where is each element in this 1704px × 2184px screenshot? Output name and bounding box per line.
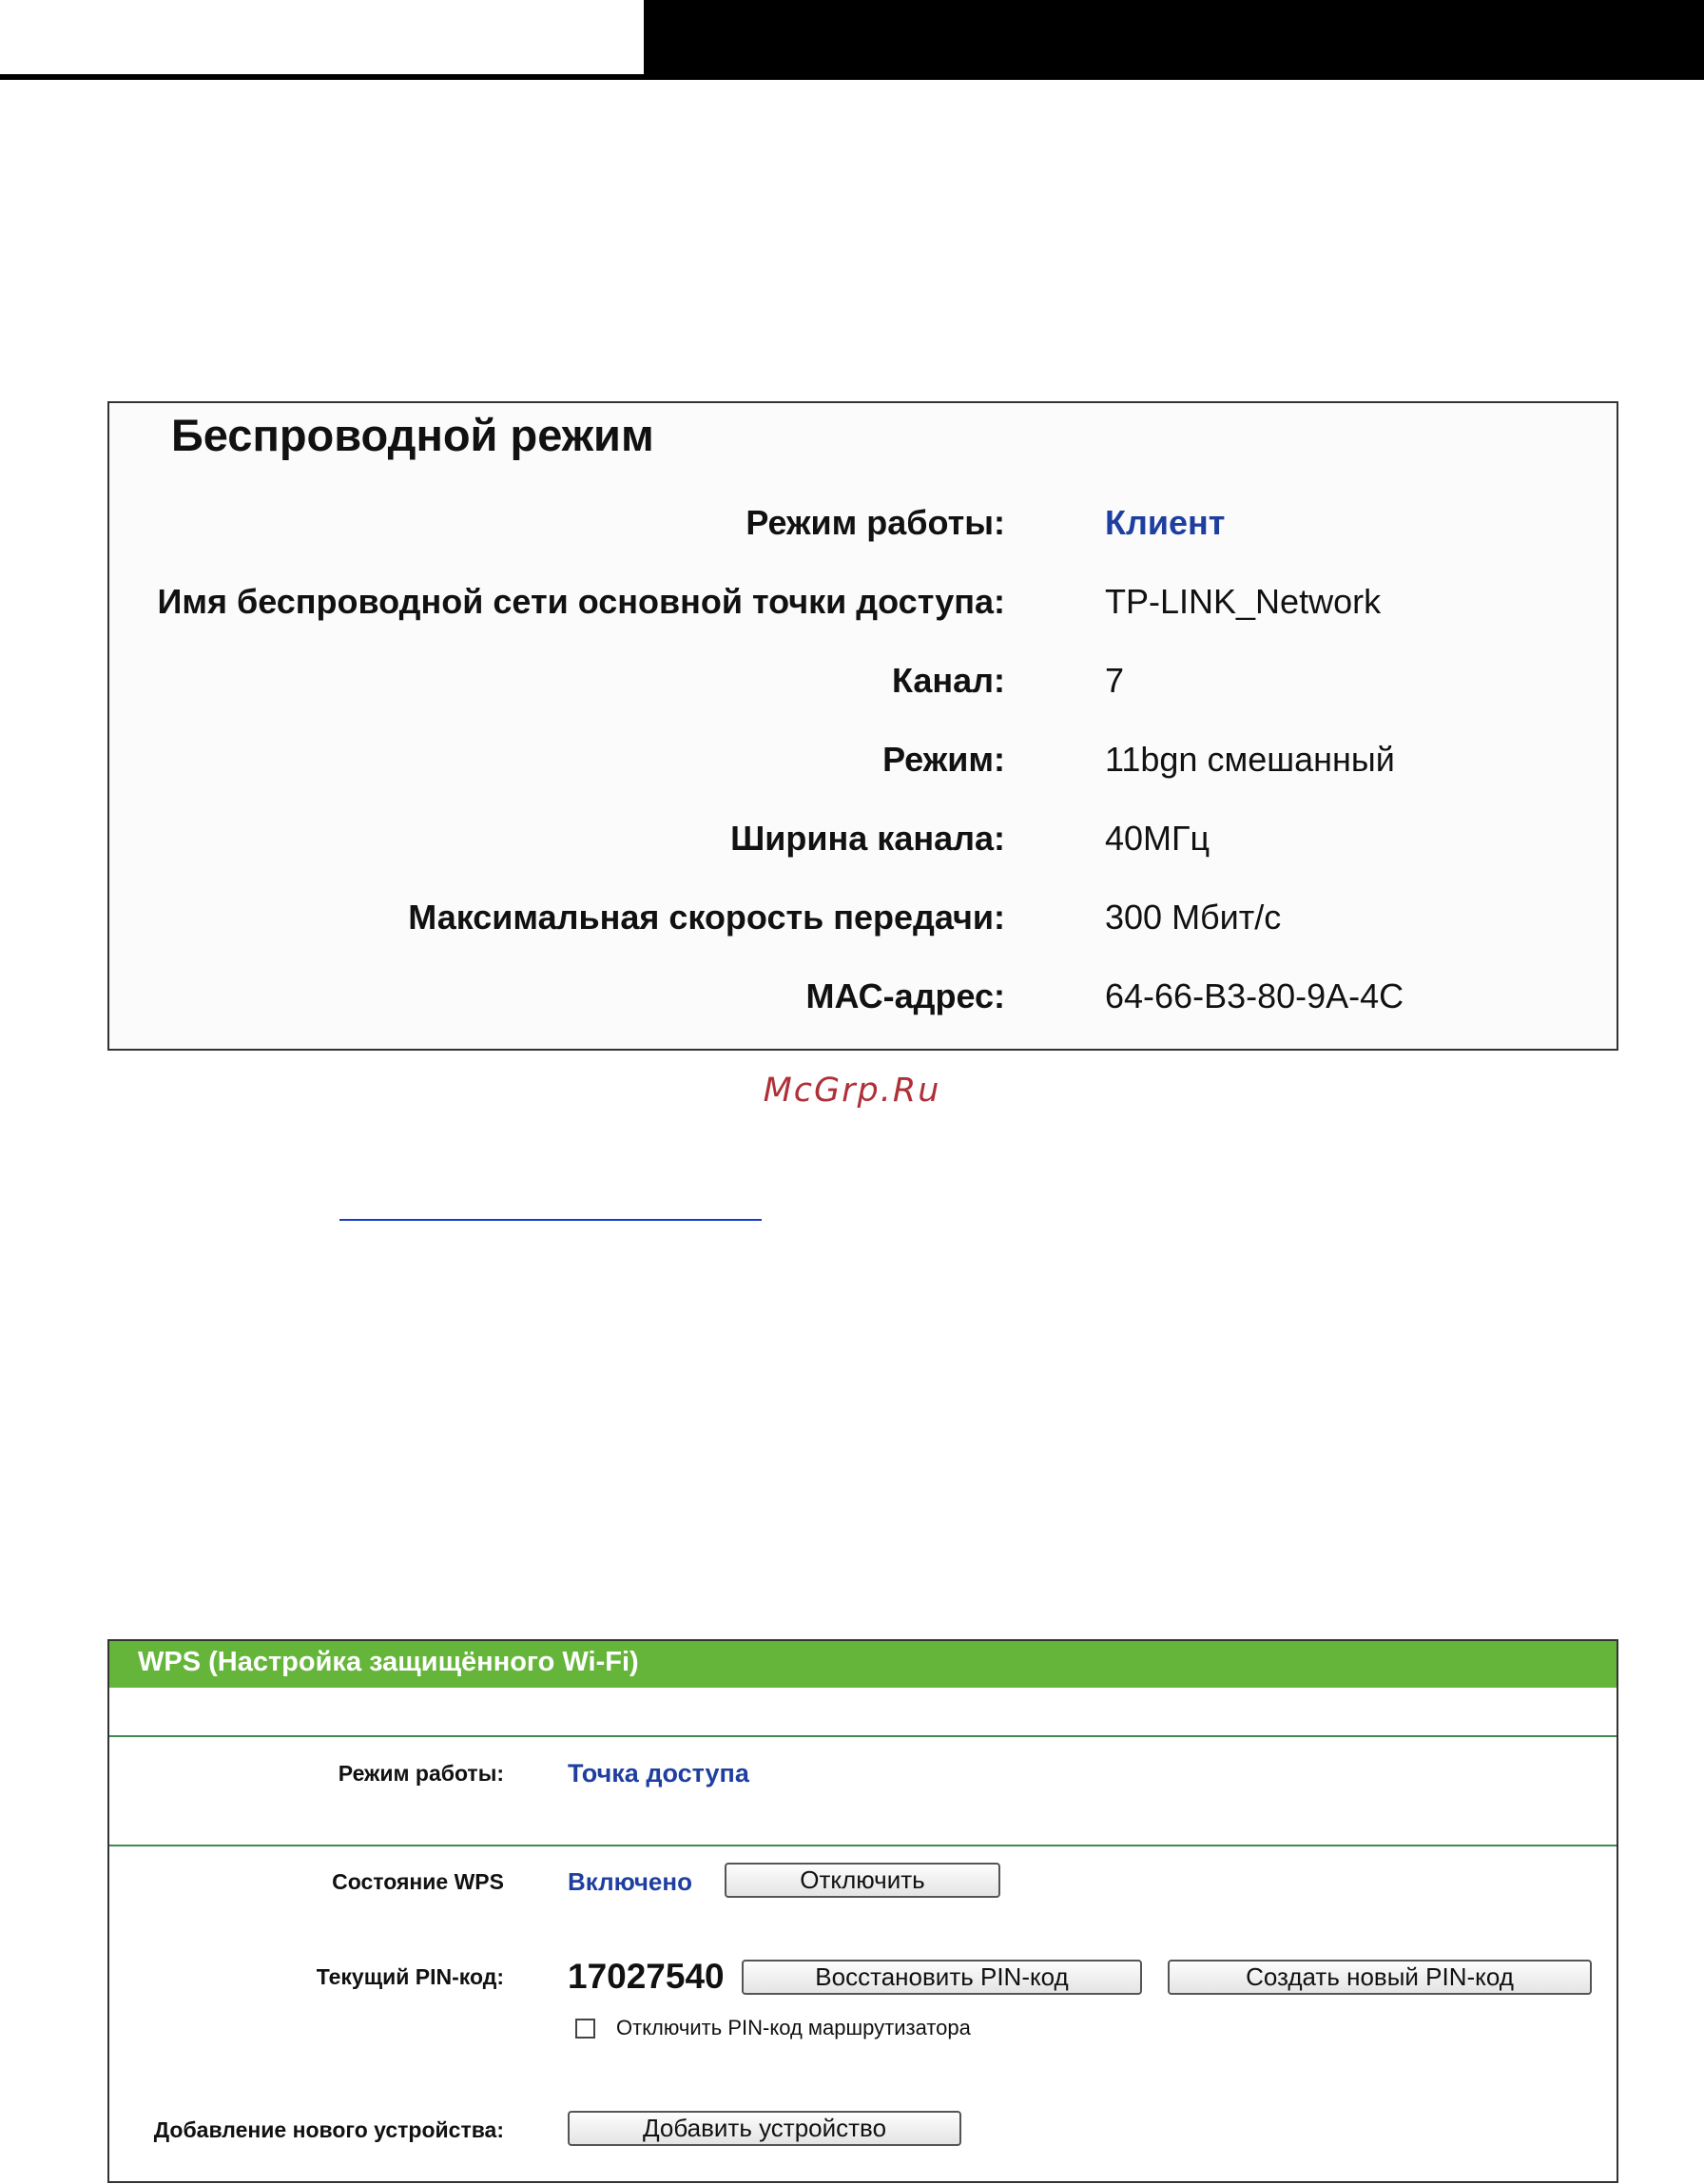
status-value-max-tx-rate: 300 Мбит/с — [1105, 898, 1282, 937]
add-device-button[interactable]: Добавить устройство — [568, 2111, 961, 2146]
wps-panel — [107, 1639, 1618, 2183]
status-label-mac-address: МАС-адрес: — [805, 976, 1005, 1015]
page-header-block — [644, 0, 1704, 80]
status-label-root-ap-ssid: Имя беспроводной сети основной точки доступа: — [157, 582, 1005, 621]
watermark: McGrp.Ru — [763, 1072, 941, 1110]
status-label-max-tx-rate: Максимальная скорость передачи: — [408, 898, 1005, 937]
status-value-root-ap-ssid: TP-LINK_Network — [1105, 582, 1382, 621]
wireless-status-title: Беспроводной режим — [171, 410, 654, 460]
disable-router-pin-checkbox[interactable] — [575, 2019, 595, 2039]
status-value-mode: 11bgn смешанный — [1105, 740, 1395, 779]
disable-wps-button[interactable]: Отключить — [725, 1863, 1000, 1898]
wps-mode-value: Точка доступа — [568, 1759, 749, 1788]
wps-status-value: Включено — [568, 1867, 692, 1896]
restore-pin-button[interactable]: Восстановить PIN-код — [742, 1960, 1142, 1995]
status-value-channel: 7 — [1105, 661, 1125, 700]
hyperlink-underline[interactable] — [339, 1219, 762, 1221]
wps-title: WPS (Настройка защищённого Wi-Fi) — [138, 1647, 639, 1677]
wps-status-label: Состояние WPS — [332, 1869, 504, 1894]
status-label-mode: Режим: — [882, 740, 1005, 779]
wps-separator — [109, 1845, 1617, 1846]
status-value-operation-mode: Клиент — [1105, 503, 1226, 542]
wps-pin-value: 17027540 — [568, 1957, 725, 1996]
status-value-mac-address: 64-66-B3-80-9A-4C — [1105, 976, 1404, 1015]
wps-separator — [109, 1735, 1617, 1737]
add-device-label: Добавление нового устройства: — [153, 2117, 504, 2142]
status-label-operation-mode: Режим работы: — [746, 503, 1005, 542]
status-label-channel: Канал: — [891, 661, 1005, 700]
wps-pin-label: Текущий PIN-код: — [316, 1964, 504, 1989]
wireless-status-panel — [107, 401, 1618, 1051]
disable-router-pin-label: Отключить PIN-код маршрутизатора — [616, 2016, 971, 2039]
wps-mode-label: Режим работы: — [338, 1761, 504, 1786]
status-value-channel-width: 40МГц — [1105, 819, 1210, 858]
generate-new-pin-button[interactable]: Создать новый PIN-код — [1168, 1960, 1592, 1995]
status-label-channel-width: Ширина канала: — [730, 819, 1005, 858]
